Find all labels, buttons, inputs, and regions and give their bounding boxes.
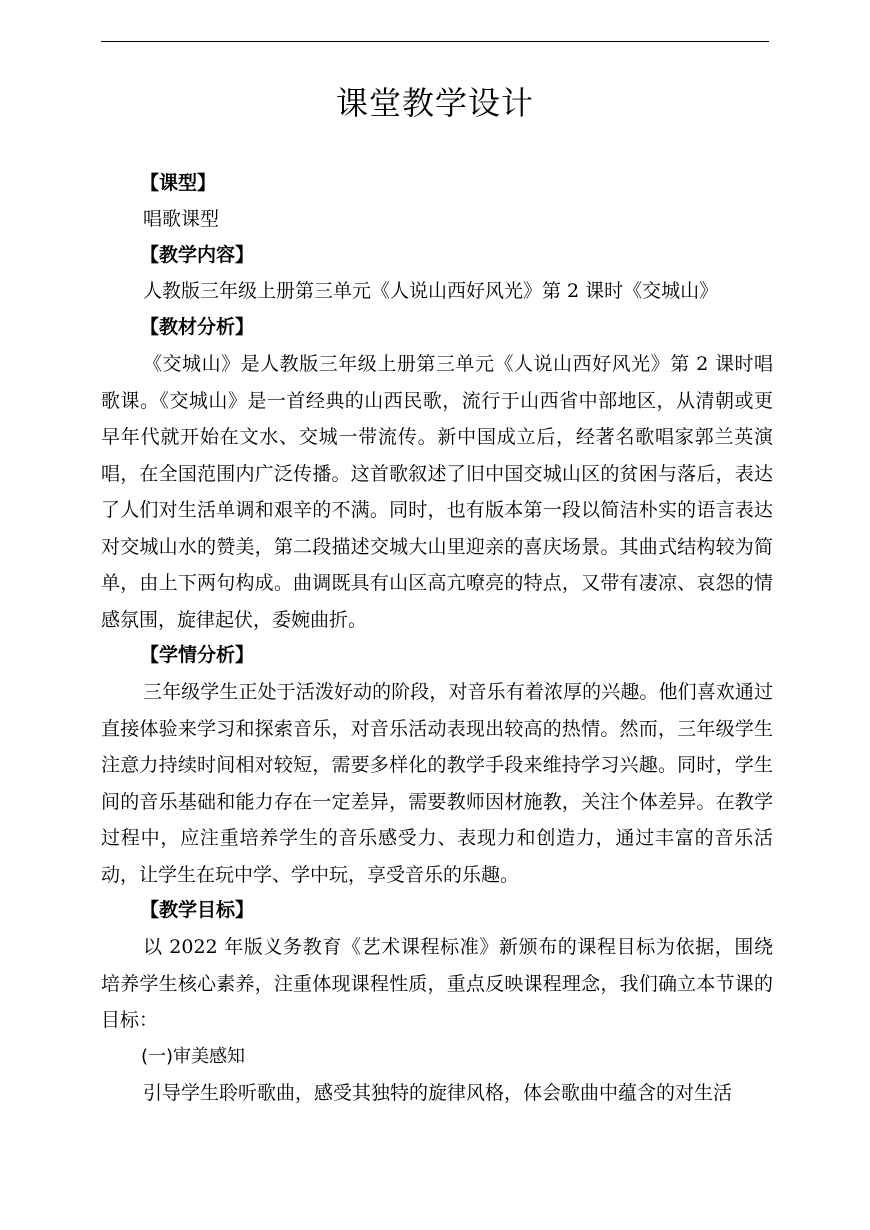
page-title: 课堂教学设计 [335,84,534,122]
section-heading-lesson-type: 【课型】 [140,172,217,194]
content-text: 人教版三年级上册第三单元《人说山西好风光》第 2 课时《交城山》 [143,280,719,302]
lesson-type-text: 唱歌课型 [143,208,220,230]
objectives-paragraph: 以 2022 年版义务教育《艺术课程标准》新颁布的课程目标为依据，围绕培养学生核心素养，注重体现课程性质，重点反映课程理念，我们确立本节课的目标： [101,936,773,1031]
section-heading-content: 【教学内容】 [140,244,255,266]
aesthetic-paragraph: 引导学生聆听歌曲，感受其独特的旋律风格，体会歌曲中蕴含的对生活 [143,1081,733,1104]
header-rule [101,41,769,42]
section-heading-student-analysis: 【学情分析】 [140,644,255,666]
document-body [101,166,773,1111]
section-heading-material-analysis: 【教材分析】 [140,316,255,338]
student-analysis-paragraph: 三年级学生正处于活泼好动的阶段，对音乐有着浓厚的兴趣。他们喜欢通过直接体验来学习和探索音乐，对音乐活动表现出较高的热情。然而，三年级学生注意力持续时间相对较短，需要多样化的教学手段来维持学习兴趣。同时，学生间的音乐基础和能力存在一定差异，需要教师因材施教，关注个体差异。在教学过程中，应注重培养学生的音乐感受力、表现力和创造力，通过丰富的音乐活动，让学生在玩中学、学中玩，享受音乐的乐趣。 [101,681,773,886]
objective-subheading-aesthetic: (一)审美感知 [141,1045,246,1067]
material-analysis-paragraph: 《交城山》是人教版三年级上册第三单元《人说山西好风光》第 2 课时唱歌课。《交城山》是一首经典的山西民歌，流行于山西省中部地区，从清朝或更早年代就开始在文水、交城一带流传。新中国成立后，经著名歌唱家郭兰英演唱，在全国范围内广泛传播。这首歌叙述了旧中国交城山区的贫困与落后，表达了人们对生活单调和艰辛的不满。同时，也有版本第一段以简洁朴实的语言表达对交城山水的赞美，第二段描述交城大山里迎亲的喜庆场景。其曲式结构较为简单，由上下两句构成。曲调既具有山区高亢嘹亮的特点，又带有凄凉、哀怨的情感氛围，旋律起伏，委婉曲折。 [101,353,773,631]
section-heading-objectives: 【教学目标】 [140,899,255,921]
